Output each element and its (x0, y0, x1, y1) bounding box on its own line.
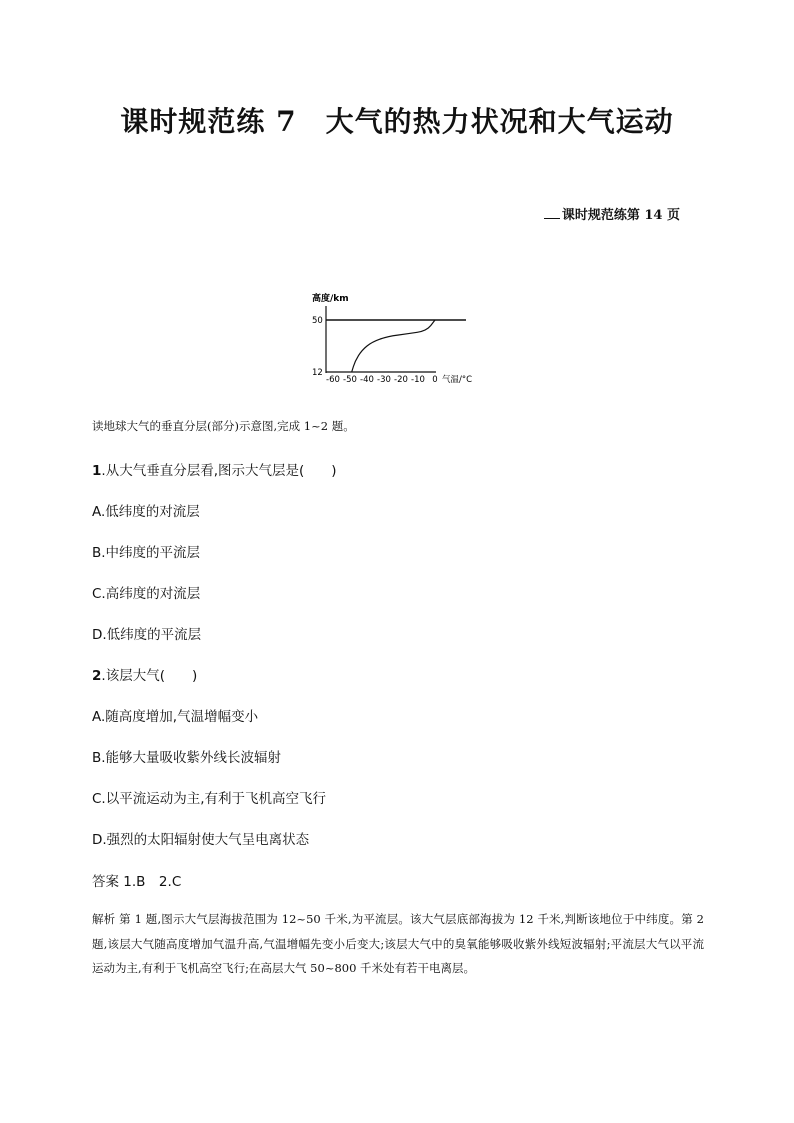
question-1 (92, 459, 337, 479)
question-2-number: 2 (92, 668, 102, 684)
y-tick-50: 50 (312, 316, 323, 326)
q2-option-b: B.能够大量吸收紫外线长波辐射 (92, 750, 282, 766)
analysis-paragraph: 解析 第 1 题,图示大气层海拔范围为 12~50 千米,为平流层。该大气层底部海拔为 12 千米,判断该地位于中纬度。第 2 题,该层大气随高度增加气温升高,气温增幅先变小后变大;该层大气中的臭氧能够吸收紫外线短波辐射;平流层大气以平流运动为主,有利于飞机高空飞行;在高层大气 50~800 千米处有若干电离层。 (92, 912, 704, 975)
atmosphere-layer-figure (306, 288, 474, 388)
q1-option-d: D.低纬度的平流层 (92, 627, 202, 643)
question-2 (92, 664, 197, 684)
x-tick-labels (326, 375, 438, 385)
page-reference (544, 204, 680, 223)
q1-option-a: A.低纬度的对流层 (92, 504, 200, 520)
page-reference-text: 课时规范练第 14 页 (561, 208, 680, 223)
x-tick-label: -60 (326, 375, 340, 385)
answer-line: 答案 1.B 2.C (92, 874, 182, 890)
y-tick-12: 12 (312, 368, 323, 378)
q2-option-a: A.随高度增加,气温增幅变小 (92, 709, 259, 725)
x-tick-label: -30 (377, 375, 391, 385)
x-tick-label: -20 (394, 375, 408, 385)
x-tick-label: 0 (432, 375, 438, 385)
question-intro: 读地球大气的垂直分层(部分)示意图,完成 1~2 题。 (92, 419, 355, 433)
question-1-stem: .从大气垂直分层看,图示大气层是( ) (101, 463, 337, 479)
question-2-stem: .该层大气( ) (101, 668, 198, 684)
question-1-number: 1 (92, 463, 102, 479)
y-axis-label: 高度/km (312, 294, 349, 304)
x-tick-label: -10 (411, 375, 425, 385)
x-tick-label: -40 (360, 375, 374, 385)
q1-option-b: B.中纬度的平流层 (92, 545, 201, 561)
x-axis-label: 气温/°C (442, 375, 473, 385)
q1-option-c: C.高纬度的对流层 (92, 586, 201, 602)
page-title: 课时规范练 7 大气的热力状况和大气运动 (120, 105, 674, 138)
underline-blank (544, 218, 560, 219)
temperature-curve (352, 320, 435, 372)
x-tick-label: -50 (343, 375, 357, 385)
q2-option-d: D.强烈的太阳辐射使大气呈电离状态 (92, 832, 310, 848)
q2-option-c: C.以平流运动为主,有利于飞机高空飞行 (92, 791, 327, 807)
